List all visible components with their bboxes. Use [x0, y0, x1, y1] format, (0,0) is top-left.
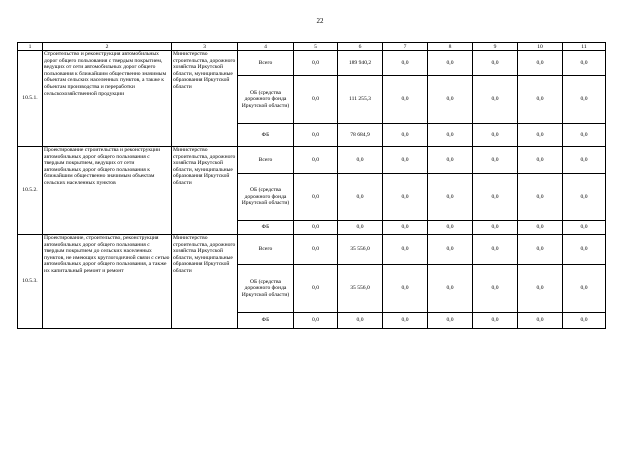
item-number: 10.5.3.: [18, 235, 43, 329]
header-cell: 11: [563, 43, 606, 51]
value-cell: 0,0: [563, 76, 606, 124]
value-cell: 0,0: [383, 76, 428, 124]
value-cell: 0,0: [428, 51, 473, 76]
value-cell: 0,0: [383, 147, 428, 174]
item-executor: Министерство строительства, дорожного хозяйства Иркутской области, муниципальные образования Иркутской области: [172, 51, 238, 147]
value-cell: 0,0: [473, 147, 518, 174]
value-cell: 0,0: [338, 174, 383, 221]
value-cell: 0,0: [563, 51, 606, 76]
value-cell: 0,0: [428, 76, 473, 124]
funding-source: ОБ (средства дорожного фонда Иркутской области): [238, 265, 294, 313]
value-cell: 0,0: [383, 265, 428, 313]
value-cell: 35 556,0: [338, 265, 383, 313]
value-cell: 0,0: [383, 235, 428, 265]
value-cell: 189 940,2: [338, 51, 383, 76]
value-cell: 0,0: [518, 76, 563, 124]
value-cell: 0,0: [294, 235, 338, 265]
header-cell: 7: [383, 43, 428, 51]
funding-source: ФБ: [238, 313, 294, 329]
value-cell: 0,0: [383, 124, 428, 147]
value-cell: 0,0: [518, 51, 563, 76]
value-cell: 0,0: [428, 174, 473, 221]
header-cell: 3: [172, 43, 238, 51]
header-cell: 9: [473, 43, 518, 51]
item-name: Проектирование строительства и реконструкции автомобильных дорог общего пользования с твердым покрытием, ведущих от сети автомобильных дорог общего пользования к ближайшим общественно значимым объектам сельских населенных пунктов: [43, 147, 172, 235]
table-row: [18, 51, 606, 76]
value-cell: 35 556,0: [338, 235, 383, 265]
value-cell: 0,0: [294, 265, 338, 313]
value-cell: 0,0: [383, 221, 428, 235]
value-cell: 0,0: [563, 235, 606, 265]
funding-source: ОБ (средства дорожного фонда Иркутской области): [238, 174, 294, 221]
funding-source: ОБ (средства дорожного фонда Иркутской области): [238, 76, 294, 124]
value-cell: 0,0: [428, 124, 473, 147]
value-cell: 0,0: [518, 147, 563, 174]
value-cell: 0,0: [294, 76, 338, 124]
funding-source: ФБ: [238, 221, 294, 235]
value-cell: 0,0: [473, 124, 518, 147]
value-cell: 0,0: [428, 221, 473, 235]
value-cell: 0,0: [383, 313, 428, 329]
header-row: [18, 43, 606, 51]
value-cell: 0,0: [383, 51, 428, 76]
value-cell: 0,0: [294, 124, 338, 147]
value-cell: 0,0: [428, 147, 473, 174]
value-cell: 0,0: [473, 221, 518, 235]
value-cell: 0,0: [473, 174, 518, 221]
item-name: Проектирование, строительство, реконструкция автомобильных дорог общего пользования с твердым покрытием до сельских населенных пунктов, не имеющих круглогодичной связи с сетью автомобильных дорог общего пользования, а также их капитальный ремонт и ремонт: [43, 235, 172, 329]
header-cell: 8: [428, 43, 473, 51]
value-cell: 0,0: [473, 235, 518, 265]
table-body: [18, 43, 606, 329]
funding-source: Всего: [238, 51, 294, 76]
value-cell: 111 255,3: [338, 76, 383, 124]
value-cell: 0,0: [294, 221, 338, 235]
value-cell: 0,0: [428, 313, 473, 329]
value-cell: 78 684,9: [338, 124, 383, 147]
value-cell: 0,0: [518, 313, 563, 329]
value-cell: 0,0: [428, 235, 473, 265]
header-cell: 10: [518, 43, 563, 51]
value-cell: 0,0: [518, 265, 563, 313]
page-number: 22: [316, 17, 324, 25]
value-cell: 0,0: [518, 124, 563, 147]
header-cell: 5: [294, 43, 338, 51]
header-cell: 4: [238, 43, 294, 51]
program-table: [17, 42, 606, 329]
value-cell: 0,0: [473, 51, 518, 76]
item-executor: Министерство строительства, дорожного хозяйства Иркутской области, муниципальные образования Иркутской области: [172, 147, 238, 235]
item-executor: Министерство строительства, дорожного хозяйства Иркутской области, муниципальные образования Иркутской области: [172, 235, 238, 329]
value-cell: 0,0: [338, 147, 383, 174]
value-cell: 0,0: [563, 147, 606, 174]
value-cell: 0,0: [473, 313, 518, 329]
item-number: 10.5.2.: [18, 147, 43, 235]
header-cell: 2: [43, 43, 172, 51]
value-cell: 0,0: [294, 313, 338, 329]
funding-source: ФБ: [238, 124, 294, 147]
value-cell: 0,0: [563, 174, 606, 221]
header-cell: 1: [18, 43, 43, 51]
value-cell: 0,0: [428, 265, 473, 313]
value-cell: 0,0: [563, 124, 606, 147]
value-cell: 0,0: [563, 265, 606, 313]
header-cell: 6: [338, 43, 383, 51]
value-cell: 0,0: [383, 174, 428, 221]
value-cell: 0,0: [473, 76, 518, 124]
value-cell: 0,0: [518, 221, 563, 235]
item-number: 10.5.1.: [18, 51, 43, 147]
value-cell: 0,0: [518, 235, 563, 265]
table-row: [18, 147, 606, 174]
value-cell: 0,0: [294, 51, 338, 76]
value-cell: 0,0: [563, 313, 606, 329]
value-cell: 0,0: [338, 221, 383, 235]
value-cell: 0,0: [338, 313, 383, 329]
value-cell: 0,0: [518, 174, 563, 221]
value-cell: 0,0: [294, 147, 338, 174]
value-cell: 0,0: [563, 221, 606, 235]
item-name: Строительство и реконструкция автомобильных дорог общего пользования с твердым покрытием, ведущих от сети автомобильных дорог общего пользования к ближайшим общественно значимым объектам сельских населенных пунктов, а также к объектам производства и переработки сельскохозяйственной продукции: [43, 51, 172, 147]
value-cell: 0,0: [294, 174, 338, 221]
value-cell: 0,0: [473, 265, 518, 313]
funding-source: Всего: [238, 147, 294, 174]
funding-source: Всего: [238, 235, 294, 265]
table-row: [18, 235, 606, 265]
